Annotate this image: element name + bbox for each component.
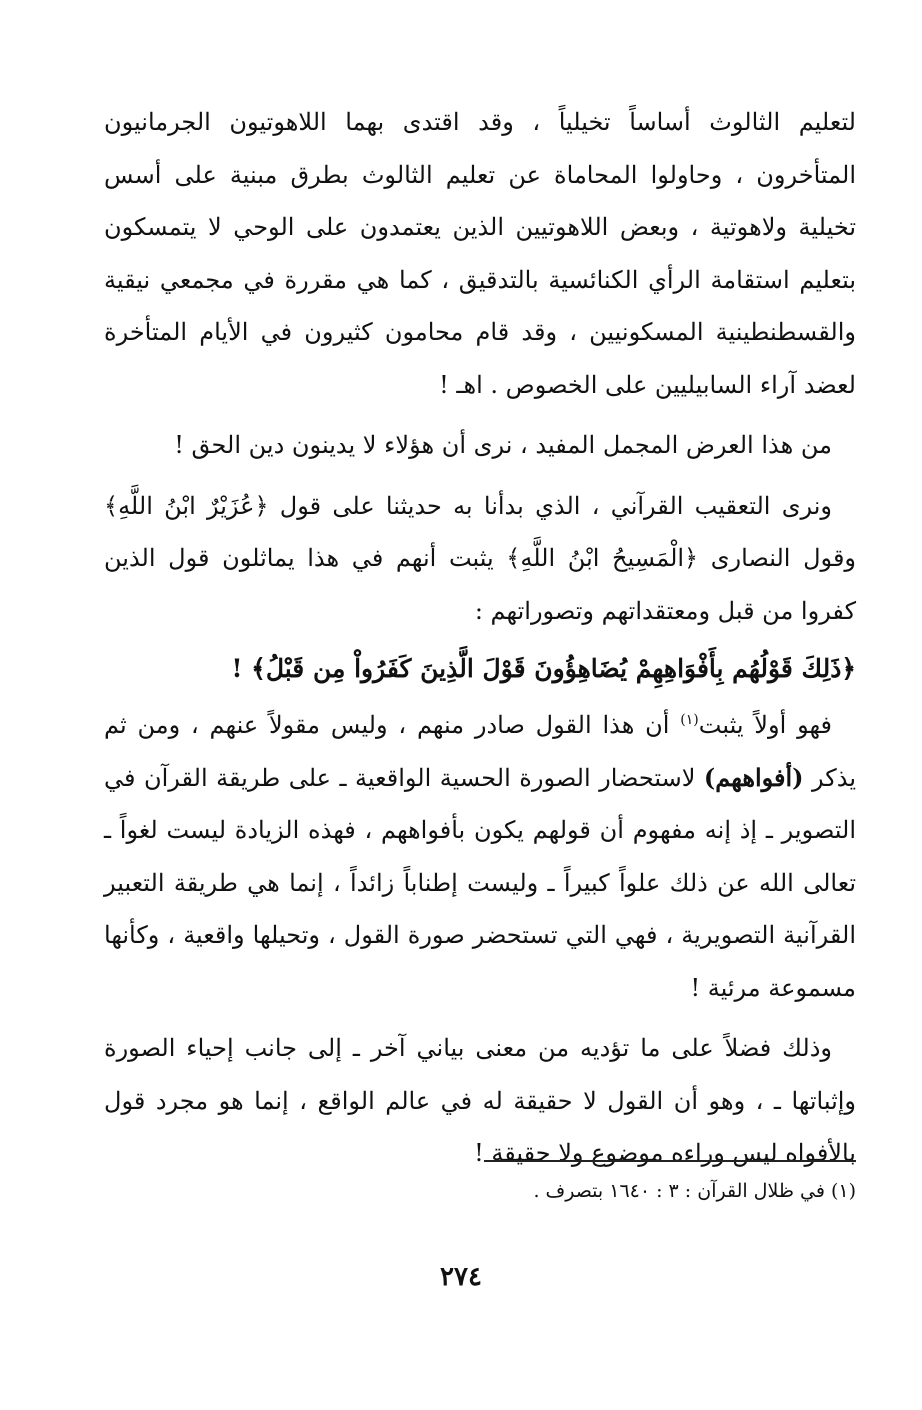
paragraph-quranic-comment: ونرى التعقيب القرآني ، الذي بدأنا به حديثنا على قول ﴿عُزَيْرٌ ابْنُ اللَّهِ﴾ وقول النصارى ﴿الْمَسِيحُ ابْنُ اللَّهِ﴾ يثبت أنهم في هذا يماثلون قول الذين كفروا من قبل ومعتقداتهم وتصوراتهم : [104,491,856,625]
explanation-text-end: لاستحضار الصورة الحسية الواقعية ـ على طريقة القرآن في التصوير ـ إذ إنه مفهوم أن قولهم يكون بأفواههم ، فهذه الزيادة ليست لغواً ـ تعالى الله عن ذلك علواً كبيراً ـ وليست إطناباً زائداً ، إنما هي طريقة التعبير القرآنية التصويرية ، فهي التي تستحضر صورة القول ، وتحيلها واقعية ، وكأنها مسموعة مرئية ! [104,763,856,1002]
explanation-text-middle: أن هذا القول صادر منهم ، وليس مقولاً عنهم ، ومن ثم يذكر [104,711,856,792]
footnote-reference[interactable]: (١) [680,712,699,728]
emphasized-term: (أفواههم) [703,762,804,792]
quran-verse: ﴿ذَلِكَ قَوْلُهُم بِأَفْوَاهِهِمْ يُضَاهِؤُونَ قَوْلَ الَّذِينَ كَفَرُواْ مِن قَبْلُ﴾ ! [231,654,856,683]
page-body [104,96,856,1180]
page-number: ٢٧٤ [440,1262,482,1292]
paragraph-final: وذلك فضلاً على ما تؤديه من معنى بياني آخر ـ إلى جانب إحياء الصورة وإثباتها ـ ، وهو أن القول لا حقيقة له في عالم الواقع ، إنما هو مجرد قول بالأفواه ليس وراءه موضوع ولا حقيقة ! [104,1034,856,1167]
footnote-divider [484,1160,856,1162]
paragraph-continuation: لتعليم الثالوث أساساً تخيلياً ، وقد اقتدى بهما اللاهوتيون الجرمانيون المتأخرون ، وحاولوا المحاماة عن تعليم الثالوث بطرق مبنية على أسس تخيلية ولاهوتية ، وبعض اللاهوتيين الذين يعتمدون على الوحي لا يتمسكون بتعليم استقامة الرأي الكنائسية بالتدقيق ، كما هي مقررة في مجمعي نيقية والقسطنطينية المسكونيين ، وقد قام محامون كثيرون في الأيام المتأخرة لعضد آراء السابيليين على الخصوص . اهـ ! [104,108,857,399]
paragraph-conclusion: من هذا العرض المجمل المفيد ، نرى أن هؤلاء لا يدينون دين الحق ! [174,431,832,459]
footnote: (١) في ظلال القرآن : ٣ : ١٦٤٠ بتصرف . [533,1180,856,1202]
paragraph-explanation [104,699,856,1014]
explanation-text-start: فهو أولاً يثبت [698,711,832,739]
